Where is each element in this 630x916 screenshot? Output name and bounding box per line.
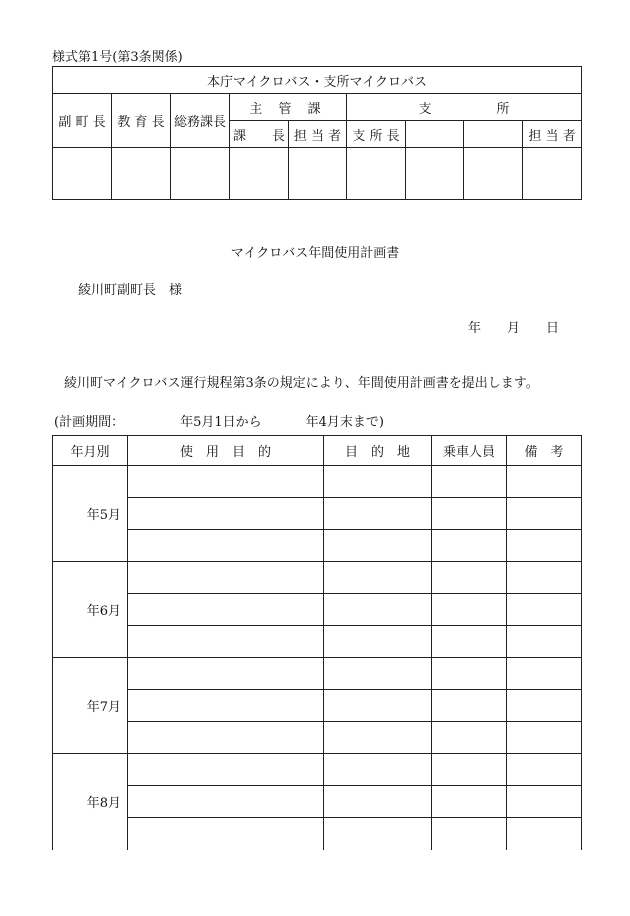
remarks-cell[interactable] xyxy=(507,594,582,626)
addressee: 綾川町副町長 様 xyxy=(78,283,183,298)
stamp-box[interactable] xyxy=(289,148,347,200)
destination-header: 目 的 地 xyxy=(324,436,432,466)
passengers-cell[interactable] xyxy=(432,498,507,530)
passengers-cell[interactable] xyxy=(432,754,507,786)
stamp-box[interactable] xyxy=(230,148,289,200)
period-to[interactable]: 年4月末まで) xyxy=(305,415,384,430)
purpose-cell[interactable] xyxy=(128,562,324,594)
destination-cell[interactable] xyxy=(324,754,432,786)
blank-header xyxy=(406,121,464,148)
destination-cell[interactable] xyxy=(324,466,432,498)
month-label: 年7月 xyxy=(53,658,128,754)
passengers-cell[interactable] xyxy=(432,562,507,594)
passengers-cell[interactable] xyxy=(432,786,507,818)
destination-cell[interactable] xyxy=(324,626,432,658)
remarks-cell[interactable] xyxy=(507,754,582,786)
month-label: 年6月 xyxy=(53,562,128,658)
remarks-cell[interactable] xyxy=(507,530,582,562)
stamp-box[interactable] xyxy=(523,148,582,200)
remarks-cell[interactable] xyxy=(507,690,582,722)
destination-cell[interactable] xyxy=(324,690,432,722)
destination-cell[interactable] xyxy=(324,594,432,626)
destination-cell[interactable] xyxy=(324,786,432,818)
main-section-header: 主 管 課 xyxy=(230,94,347,121)
passengers-cell[interactable] xyxy=(432,658,507,690)
month-label: 年8月 xyxy=(53,754,128,850)
passengers-cell[interactable] xyxy=(432,722,507,754)
stamp-box[interactable] xyxy=(347,148,406,200)
purpose-cell[interactable] xyxy=(128,754,324,786)
purpose-header: 使 用 目 的 xyxy=(128,436,324,466)
plan-period xyxy=(54,411,384,430)
destination-cell[interactable] xyxy=(324,818,432,850)
remarks-cell[interactable] xyxy=(507,498,582,530)
education-header: 教 育 長 xyxy=(112,94,171,148)
remarks-cell[interactable] xyxy=(507,466,582,498)
destination-cell[interactable] xyxy=(324,658,432,690)
form-label: 様式第1号(第3条関係) xyxy=(52,50,183,65)
purpose-cell[interactable] xyxy=(128,466,324,498)
branch-chief-header: 支 所 長 xyxy=(347,121,406,148)
purpose-cell[interactable] xyxy=(128,722,324,754)
purpose-cell[interactable] xyxy=(128,786,324,818)
purpose-cell[interactable] xyxy=(128,658,324,690)
stamp-box[interactable] xyxy=(464,148,523,200)
vice-mayor-header: 副 町 長 xyxy=(53,94,112,148)
destination-cell[interactable] xyxy=(324,722,432,754)
purpose-cell[interactable] xyxy=(128,818,324,850)
destination-cell[interactable] xyxy=(324,530,432,562)
passengers-cell[interactable] xyxy=(432,594,507,626)
remarks-cell[interactable] xyxy=(507,562,582,594)
remarks-cell[interactable] xyxy=(507,818,582,850)
stamp-box[interactable] xyxy=(112,148,171,200)
stamp-box[interactable] xyxy=(53,148,112,200)
document-title: マイクロバス年間使用計画書 xyxy=(230,246,400,261)
remarks-cell[interactable] xyxy=(507,658,582,690)
passengers-header: 乗車人員 xyxy=(432,436,507,466)
staff-branch-header: 担 当 者 xyxy=(523,121,582,148)
remarks-cell[interactable] xyxy=(507,722,582,754)
branch-header: 支 所 xyxy=(347,94,582,121)
month-label: 年5月 xyxy=(53,466,128,562)
passengers-cell[interactable] xyxy=(432,626,507,658)
staff-main-header: 担 当 者 xyxy=(289,121,347,148)
stamp-box[interactable] xyxy=(406,148,464,200)
purpose-cell[interactable] xyxy=(128,690,324,722)
schedule-table xyxy=(52,435,582,850)
remarks-cell[interactable] xyxy=(507,786,582,818)
destination-cell[interactable] xyxy=(324,562,432,594)
remarks-cell[interactable] xyxy=(507,626,582,658)
remarks-header: 備 考 xyxy=(507,436,582,466)
destination-cell[interactable] xyxy=(324,498,432,530)
purpose-cell[interactable] xyxy=(128,498,324,530)
date-line[interactable]: 年 月 日 xyxy=(468,321,560,336)
purpose-cell[interactable] xyxy=(128,530,324,562)
approval-stamp-table xyxy=(52,66,582,200)
purpose-cell[interactable] xyxy=(128,594,324,626)
purpose-cell[interactable] xyxy=(128,626,324,658)
blank-header xyxy=(464,121,523,148)
period-from[interactable]: 年5月1日から xyxy=(180,415,262,430)
passengers-cell[interactable] xyxy=(432,818,507,850)
passengers-cell[interactable] xyxy=(432,690,507,722)
general-affairs-header: 総務課長 xyxy=(171,94,230,148)
body-text: 綾川町マイクロバス運行規程第3条の規定により、年間使用計画書を提出します。 xyxy=(64,376,539,391)
passengers-cell[interactable] xyxy=(432,530,507,562)
approval-title: 本庁マイクロバス・支所マイクロバス xyxy=(53,67,582,94)
passengers-cell[interactable] xyxy=(432,466,507,498)
section-chief-header: 課 長 xyxy=(230,121,289,148)
stamp-box[interactable] xyxy=(171,148,230,200)
period-prefix: (計画期間： xyxy=(54,415,125,430)
month-header: 年月別 xyxy=(53,436,128,466)
